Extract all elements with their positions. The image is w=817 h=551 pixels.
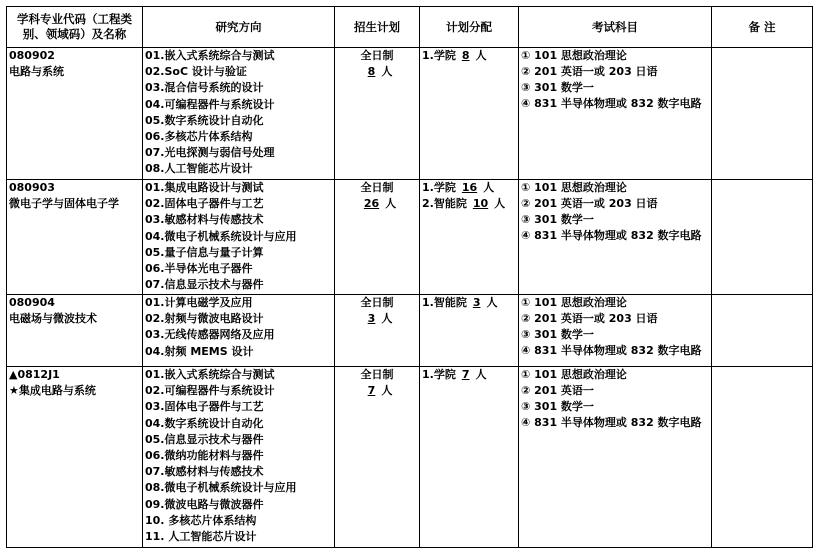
direction-cell	[143, 295, 335, 367]
allocation-cell	[420, 295, 519, 367]
plan-cell	[335, 48, 420, 180]
major-code-cell	[7, 48, 143, 180]
plan-count: 3	[367, 312, 376, 325]
header-code: 学科专业代码（工程类别、领域码）及名称	[7, 7, 143, 48]
allocation-count: 7	[461, 368, 470, 381]
allocation-cell	[420, 48, 519, 180]
plan-cell	[335, 367, 420, 548]
allocation-item	[422, 196, 516, 212]
exam-item: ② 201 英语一或 203 日语	[521, 312, 658, 325]
direction-item: 01.嵌入式系统综合与测试	[145, 49, 275, 62]
direction-item: 06.半导体光电子器件	[145, 262, 253, 276]
plan-count: 8	[367, 65, 376, 78]
direction-item: 04.射频 MEMS 设计	[145, 344, 254, 358]
note-cell	[712, 367, 813, 548]
major-name: 电路与系统	[9, 65, 64, 78]
direction-item: 09.微波电路与微波器件	[145, 497, 264, 511]
exam-item: ③ 301 数学一	[521, 213, 594, 226]
allocation-cell	[420, 180, 519, 295]
direction-item: 07.光电探测与弱信号处理	[145, 146, 275, 160]
direction-item: 01.嵌入式系统综合与测试	[145, 368, 275, 381]
allocation-unit: 人	[494, 197, 506, 210]
direction-cell	[143, 367, 335, 548]
allocation-item	[422, 295, 516, 311]
major-code-cell	[7, 180, 143, 295]
major-name: ★集成电路与系统	[9, 384, 96, 397]
direction-item: 07.信息显示技术与器件	[145, 278, 264, 292]
enrollment-table	[6, 6, 813, 548]
direction-item: 04.可编程器件与系统设计	[145, 97, 275, 111]
header-exam: 考试科目	[519, 7, 712, 48]
exam-item: ④ 831 半导体物理或 832 数字电路	[521, 416, 702, 429]
exam-cell	[519, 180, 712, 295]
plan-unit: 人	[385, 197, 397, 210]
allocation-label: 1.学院	[422, 181, 456, 194]
major-code: 080904	[9, 296, 55, 309]
allocation-unit: 人	[483, 181, 495, 194]
direction-item: 08.人工智能芯片设计	[145, 162, 253, 176]
header-row	[7, 7, 813, 48]
header-plan: 招生计划	[335, 7, 420, 48]
exam-item: ② 201 英语一	[521, 384, 594, 397]
note-cell	[712, 295, 813, 367]
allocation-item	[422, 367, 516, 383]
plan-count: 26	[363, 197, 380, 210]
exam-item: ④ 831 半导体物理或 832 数字电路	[521, 344, 702, 357]
direction-item: 02.固体电子器件与工艺	[145, 197, 264, 211]
major-code-cell	[7, 367, 143, 548]
exam-cell	[519, 295, 712, 367]
exam-item: ③ 301 数学一	[521, 81, 594, 94]
header-allocation: 计划分配	[420, 7, 519, 48]
direction-item: 11. 人工智能芯片设计	[145, 530, 257, 544]
allocation-label: 1.学院	[422, 49, 456, 62]
direction-item: 04.微电子机械系统设计与应用	[145, 229, 297, 243]
exam-item: ③ 301 数学一	[521, 400, 594, 413]
direction-cell	[143, 180, 335, 295]
major-code: ▲0812J1	[9, 368, 60, 381]
note-cell	[712, 180, 813, 295]
allocation-unit: 人	[475, 368, 487, 381]
exam-item: ① 101 思想政治理论	[521, 49, 627, 62]
allocation-count: 8	[461, 49, 470, 62]
table-row	[7, 48, 813, 180]
major-name: 电磁场与微波技术	[9, 312, 97, 325]
header-direction: 研究方向	[143, 7, 335, 48]
direction-item: 04.数字系统设计自动化	[145, 416, 264, 430]
allocation-count: 10	[472, 197, 489, 210]
direction-item: 10. 多核芯片体系结构	[145, 513, 257, 527]
plan-cell	[335, 180, 420, 295]
exam-item: ④ 831 半导体物理或 832 数字电路	[521, 229, 702, 242]
plan-type: 全日制	[360, 296, 394, 309]
plan-cell	[335, 295, 420, 367]
direction-item: 01.集成电路设计与测试	[145, 181, 264, 194]
exam-item: ① 101 思想政治理论	[521, 368, 627, 381]
exam-cell	[519, 367, 712, 548]
direction-item: 05.量子信息与量子计算	[145, 245, 264, 259]
allocation-label: 2.智能院	[422, 197, 467, 210]
direction-item: 01.计算电磁学及应用	[145, 296, 253, 309]
plan-unit: 人	[381, 65, 393, 78]
major-code-cell	[7, 295, 143, 367]
exam-item: ④ 831 半导体物理或 832 数字电路	[521, 97, 702, 110]
exam-item: ② 201 英语一或 203 日语	[521, 65, 658, 78]
note-cell	[712, 48, 813, 180]
table-row	[7, 295, 813, 367]
direction-item: 05.信息显示技术与器件	[145, 432, 264, 446]
exam-item: ② 201 英语一或 203 日语	[521, 197, 658, 210]
allocation-item	[422, 180, 516, 196]
direction-item: 02.可编程器件与系统设计	[145, 384, 275, 398]
allocation-unit: 人	[475, 49, 487, 62]
allocation-count: 16	[461, 181, 478, 194]
direction-item: 03.混合信号系统的设计	[145, 81, 264, 95]
plan-unit: 人	[381, 384, 393, 397]
direction-item: 02.SoC 设计与验证	[145, 65, 247, 79]
plan-type: 全日制	[360, 49, 394, 62]
allocation-count: 3	[472, 296, 481, 309]
direction-item: 03.敏感材料与传感技术	[145, 213, 264, 227]
plan-count: 7	[367, 384, 376, 397]
direction-item: 08.微电子机械系统设计与应用	[145, 481, 297, 495]
exam-item: ① 101 思想政治理论	[521, 181, 627, 194]
allocation-label: 1.智能院	[422, 296, 467, 309]
direction-item: 05.数字系统设计自动化	[145, 113, 264, 127]
major-code: 080902	[9, 49, 55, 62]
allocation-cell	[420, 367, 519, 548]
plan-type: 全日制	[360, 181, 394, 194]
exam-item: ③ 301 数学一	[521, 328, 594, 341]
plan-unit: 人	[381, 312, 393, 325]
exam-item: ① 101 思想政治理论	[521, 296, 627, 309]
major-code: 080903	[9, 181, 55, 194]
plan-type: 全日制	[360, 368, 394, 381]
direction-item: 03.无线传感器网络及应用	[145, 328, 275, 342]
table-row	[7, 180, 813, 295]
major-name: 微电子学与固体电子学	[9, 197, 119, 210]
direction-cell	[143, 48, 335, 180]
direction-item: 06.微纳功能材料与器件	[145, 449, 264, 463]
direction-item: 03.固体电子器件与工艺	[145, 400, 264, 414]
header-note: 备 注	[712, 7, 813, 48]
allocation-unit: 人	[486, 296, 498, 309]
allocation-item	[422, 48, 516, 64]
exam-cell	[519, 48, 712, 180]
direction-item: 06.多核芯片体系结构	[145, 130, 253, 144]
allocation-label: 1.学院	[422, 368, 456, 381]
direction-item: 02.射频与微波电路设计	[145, 312, 264, 326]
direction-item: 07.敏感材料与传感技术	[145, 465, 264, 479]
table-row	[7, 367, 813, 548]
